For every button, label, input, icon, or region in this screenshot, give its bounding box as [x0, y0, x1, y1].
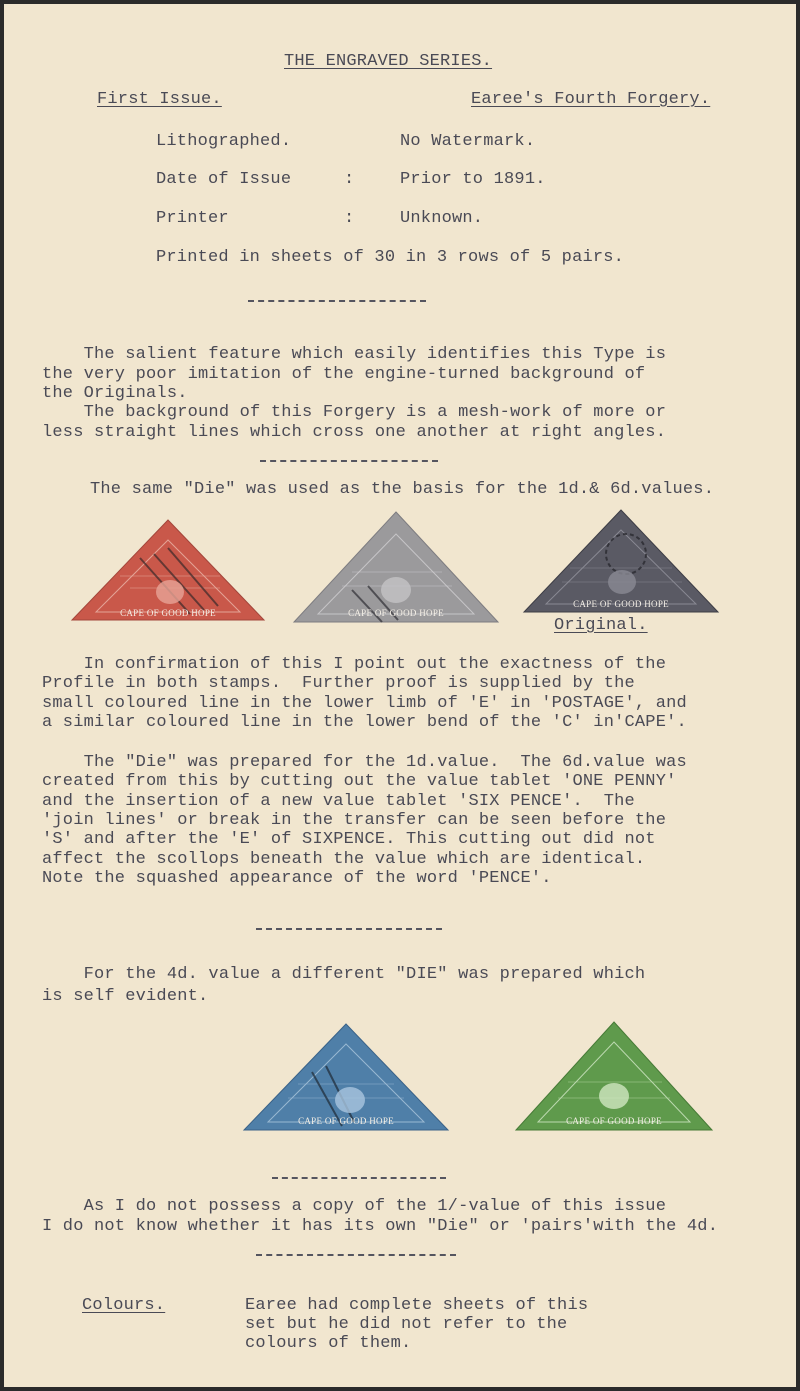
- stamp-caption: CAPE OF GOOD HOPE: [120, 608, 216, 618]
- printer-label: Printer: [156, 209, 229, 228]
- page-title: THE ENGRAVED SERIES.: [284, 52, 493, 71]
- colours-label: Colours.: [82, 1296, 166, 1315]
- watermark-text: No Watermark.: [400, 132, 536, 151]
- para3-line: 'S' and after the 'E' of SIXPENCE. This cutting out did not: [42, 830, 656, 849]
- divider: [260, 460, 438, 462]
- sheets-text: Printed in sheets of 30 in 3 rows of 5 pairs.: [156, 248, 625, 267]
- date-value: Prior to 1891.: [400, 170, 546, 189]
- para3-line: The "Die" was prepared for the 1d.value. The 6d.value was: [42, 753, 687, 772]
- divider: [256, 1254, 456, 1256]
- stamp-original: [522, 508, 720, 614]
- colours-text-line: Earee had complete sheets of this: [245, 1296, 589, 1315]
- date-separator: :: [344, 170, 355, 189]
- para1-line: less straight lines which cross one another at right angles.: [42, 423, 667, 442]
- para2-line: small coloured line in the lower limb of 'E' in 'POSTAGE', and: [42, 694, 687, 713]
- divider: [256, 928, 442, 930]
- method-text: Lithographed.: [156, 132, 292, 151]
- forgery-heading: Earee's Fourth Forgery.: [471, 90, 711, 109]
- para3-line: affect the scollops beneath the value which are identical.: [42, 850, 646, 869]
- die-note: The same "Die" was used as the basis for the 1d.& 6d.values.: [90, 480, 715, 499]
- stamp-1d-forgery: [70, 518, 266, 622]
- para1-line: The background of this Forgery is a mesh-work of more or: [42, 403, 667, 422]
- para3-line: created from this by cutting out the value tablet 'ONE PENNY': [42, 772, 677, 791]
- stamp-caption: CAPE OF GOOD HOPE: [348, 608, 444, 618]
- divider: [248, 300, 426, 302]
- para4-line: is self evident.: [42, 987, 209, 1006]
- para3-line: and the insertion of a new value tablet 'SIX PENCE'. The: [42, 792, 635, 811]
- para5-line: As I do not possess a copy of the 1/-value of this issue: [42, 1197, 667, 1216]
- para1-line: the very poor imitation of the engine-turned background of: [42, 365, 646, 384]
- para2-line: In confirmation of this I point out the exactness of the: [42, 655, 667, 674]
- para3-line: 'join lines' or break in the transfer can be seen before the: [42, 811, 667, 830]
- para2-line: Profile in both stamps. Further proof is supplied by the: [42, 674, 635, 693]
- para3-line: Note the squashed appearance of the word 'PENCE'.: [42, 869, 552, 888]
- para5-line: I do not know whether it has its own "Die" or 'pairs'with the 4d.: [42, 1217, 719, 1236]
- stamp-caption: CAPE OF GOOD HOPE: [573, 599, 669, 609]
- stamp-caption: CAPE OF GOOD HOPE: [566, 1116, 662, 1126]
- para4-line: For the 4d. value a different "DIE" was prepared which: [42, 965, 646, 984]
- printer-separator: :: [344, 209, 355, 228]
- printer-value: Unknown.: [400, 209, 484, 228]
- colours-text-line: colours of them.: [245, 1334, 412, 1353]
- colours-text-line: set but he did not refer to the: [245, 1315, 568, 1334]
- date-label: Date of Issue: [156, 170, 292, 189]
- issue-heading: First Issue.: [97, 90, 222, 109]
- para2-line: a similar coloured line in the lower bend of the 'C' in'CAPE'.: [42, 713, 687, 732]
- para1-line: The salient feature which easily identifies this Type is: [42, 345, 667, 364]
- stamp-caption: CAPE OF GOOD HOPE: [298, 1116, 394, 1126]
- original-label: Original.: [554, 616, 648, 635]
- divider: [272, 1177, 446, 1179]
- document-page: [4, 4, 796, 1387]
- stamp-4d-forgery: [242, 1022, 450, 1132]
- stamp-6d-forgery: [292, 510, 500, 624]
- stamp-1-shilling: [514, 1020, 714, 1132]
- para1-line: the Originals.: [42, 384, 188, 403]
